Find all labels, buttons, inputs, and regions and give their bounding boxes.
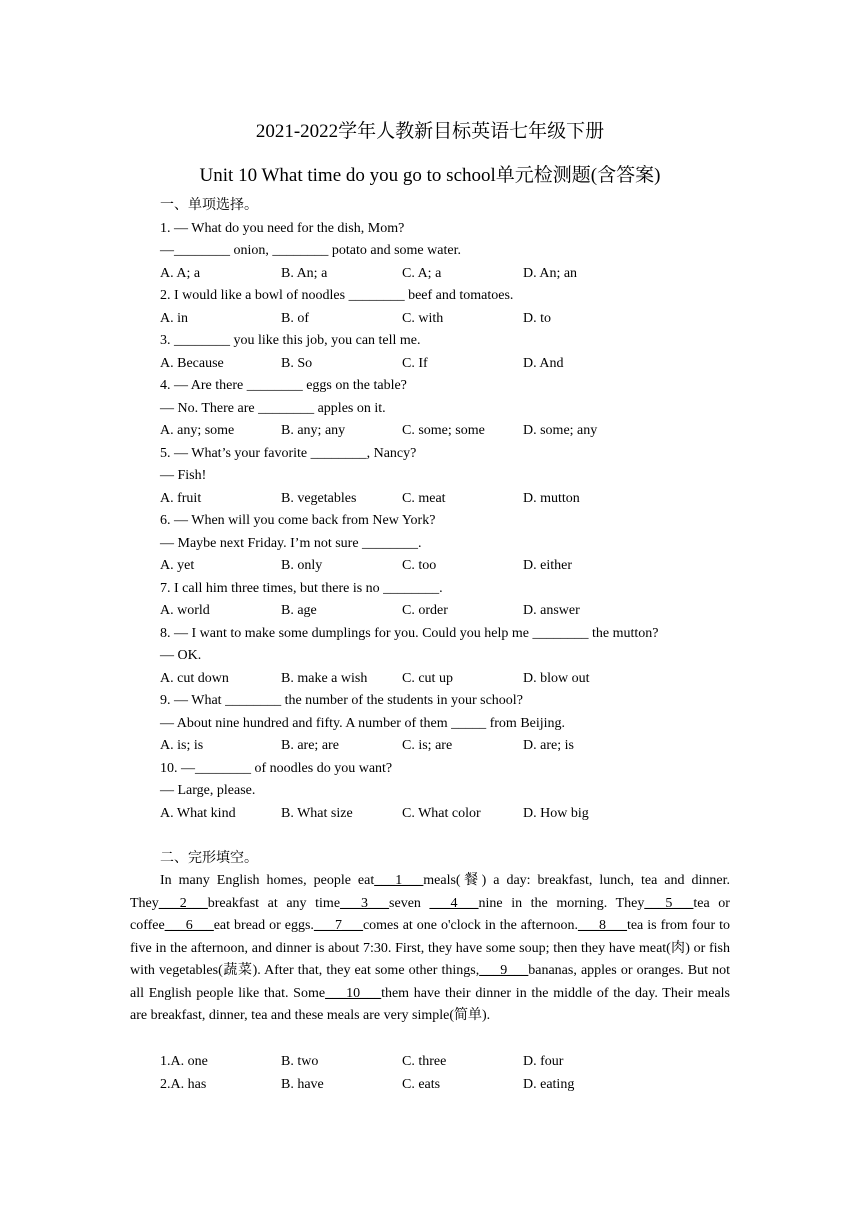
answer-option: A. A; a [160,265,201,281]
blank: ___6___ [164,918,214,933]
cloze-option: B. two [281,1054,319,1069]
question-text: 8. — I want to make some dumplings for you. Could you help me ________ the mutton? [160,625,659,641]
section-heading: 一、单项选择。 [160,198,258,213]
answer-option: C. some; some [402,423,485,438]
answer-options [160,488,735,511]
question-item [160,285,735,330]
blank: ___4___ [429,895,479,911]
blank: ___9___ [479,963,529,978]
answer-option: D. mutton [523,490,580,506]
question-text: 3. ________ you like this job, you can tell me. [160,333,421,348]
answer-option: C. meat [402,490,446,506]
question-item [160,443,735,511]
answer-option: D. An; an [523,265,578,281]
section-heading: 二、完形填空。 [160,850,258,866]
answer-option: A. yet [160,558,195,573]
answer-option: C. with [402,310,444,326]
answer-options [160,803,735,826]
answer-options [160,263,735,286]
cloze-option: 1.A. one [160,1054,208,1069]
answer-option: C. is; are [402,738,453,753]
blank: ___8___ [577,918,627,933]
answer-option: A. Because [160,355,224,371]
question-text: — About nine hundred and fifty. A number of them _____ from Beijing. [160,715,566,731]
answer-options [160,735,735,758]
passage-segment: tea is from four to five in the afternoon, and dinner is about 7:30. First, they have some soup; then they have meat(肉) or fish with vegetables(蔬菜). After that, they eat some other things, [130,918,731,978]
answer-option: A. world [160,603,210,618]
question-item [160,510,735,578]
question-item [160,218,735,286]
answer-option: C. cut up [402,670,453,686]
document-subtitle: Unit 10 What time do you go to school单元检测题(含答案) [199,165,661,186]
question-text: 9. — What ________ the number of the students in your school? [160,693,523,708]
passage-text [130,870,730,1028]
question-text: — No. There are ________ apples on it. [160,400,386,416]
blank: ___2___ [158,895,208,911]
answer-option: A. is; is [160,738,204,753]
passage-segment: breakfast at any time [207,895,341,911]
question-text: — Large, please. [160,783,256,798]
cloze-option: B. have [281,1076,324,1092]
answer-options [160,420,735,443]
passage-segment: meals(餐) a day: breakfast, lunch, tea and dinner. They [130,873,730,911]
answer-option: A. cut down [160,670,229,686]
question-text: 2. I would like a bowl of noodles ________ beef and tomatoes. [160,288,514,303]
answer-option: B. are; are [281,738,339,753]
answer-option: C. If [402,355,428,371]
answer-option: B. only [281,558,323,573]
answer-options [160,353,735,376]
passage-segment: eat bread or eggs. [213,918,314,933]
answer-option: B. any; any [281,423,346,438]
answer-options [160,308,735,331]
question-list [160,218,735,826]
cloze-option: D. four [523,1054,564,1069]
passage-segment: nine in the morning. They [478,895,645,911]
answer-options [160,668,735,691]
blank: ___1___ [374,873,424,888]
passage-segment: comes at one o'clock in the afternoon. [362,918,578,933]
question-text: — OK. [160,648,202,663]
cloze-options [160,1051,735,1096]
blank: ___5___ [644,895,694,911]
answer-option: D. And [523,355,564,371]
question-text: 7. I call him three times, but there is no ________. [160,580,443,596]
document-title: 2021-2022学年人教新目标英语七年级下册 [255,121,605,142]
question-text: 5. — What’s your favorite ________, Nancy? [160,445,417,461]
section-multiple-choice [160,195,735,870]
question-item [160,623,735,691]
passage-segment: seven [389,895,430,911]
answer-option: D. are; is [523,738,574,753]
question-text: 6. — When will you come back from New York? [160,513,436,528]
cloze-option-row [160,1051,735,1074]
answer-option: D. to [523,310,551,326]
question-text: —________ onion, ________ potato and some water. [160,243,461,258]
answer-option: B. So [281,355,313,371]
blank: ___3___ [340,895,390,911]
answer-option: D. How big [523,805,589,821]
blank: ___10___ [325,985,382,1001]
answer-option: D. some; any [523,423,598,438]
passage-segment: bananas, apples or oranges. But not all English people like that. Some [130,963,730,1001]
answer-option: A. fruit [160,490,202,506]
answer-options [160,555,735,578]
question-item [160,578,735,623]
answer-option: A. What kind [160,805,236,821]
question-text: 1. — What do you need for the dish, Mom? [160,220,405,236]
answer-option: D. answer [523,603,580,618]
answer-option: B. of [281,310,309,326]
passage-segment: tea or coffee [130,895,730,933]
question-item [160,330,735,375]
answer-option: B. make a wish [281,670,368,686]
question-text: — Maybe next Friday. I’m not sure ________. [160,535,422,551]
answer-option: C. order [402,603,448,618]
answer-option: C. What color [402,805,481,821]
answer-option: D. either [523,558,572,573]
answer-option: C. too [402,558,437,573]
cloze-option: D. eating [523,1076,575,1092]
question-text: 10. —________ of noodles do you want? [160,760,393,776]
answer-option: A. any; some [160,423,235,438]
question-item [160,758,735,826]
cloze-option: C. three [402,1054,447,1069]
cloze-passage [130,870,730,1028]
cloze-option-row [160,1074,735,1097]
blank: ___7___ [313,918,363,933]
answer-option: B. age [281,603,317,618]
answer-option: B. vegetables [281,490,357,506]
question-item [160,375,735,443]
passage-segment: In many English homes, people eat [160,873,375,888]
answer-options [160,600,735,623]
answer-option: B. What size [281,805,353,821]
answer-option: C. A; a [402,265,442,281]
question-item [160,690,735,758]
answer-option: A. in [160,310,188,326]
cloze-option: 2.A. has [160,1076,207,1092]
question-text: — Fish! [160,468,207,483]
answer-option: B. An; a [281,265,328,281]
cloze-option: C. eats [402,1076,441,1092]
answer-option: D. blow out [523,670,590,686]
question-text: 4. — Are there ________ eggs on the table? [160,378,407,393]
passage-segment: them have their dinner in the middle of the day. Their meals are breakfast, dinner, tea and these meals are very simple(简单). [130,985,731,1023]
